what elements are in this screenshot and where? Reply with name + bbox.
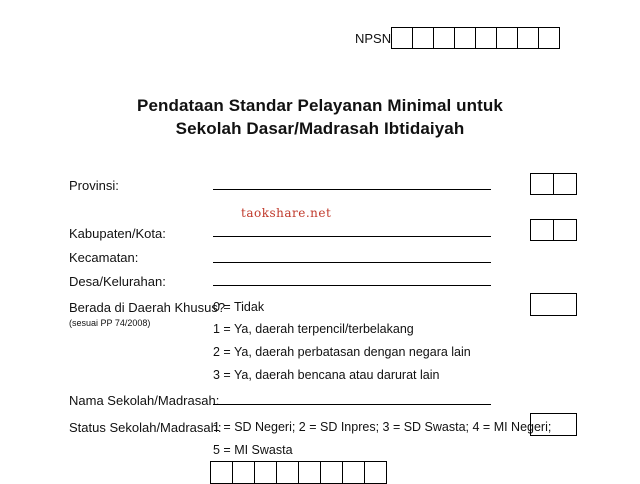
npsn-digit-box[interactable] xyxy=(391,27,413,49)
bottom-digit-box[interactable] xyxy=(232,461,255,484)
form-title-line-2: Sekolah Dasar/Madrasah Ibtidaiyah xyxy=(175,119,465,138)
provinsi-label: Provinsi: xyxy=(69,178,119,193)
bottom-digit-box[interactable] xyxy=(320,461,343,484)
status-sekolah-options-line-1: 1 = SD Negeri; 2 = SD Inpres; 3 = SD Swasta; 4 = MI Negeri; xyxy=(213,420,552,434)
npsn-digit-box[interactable] xyxy=(475,27,497,49)
npsn-digit-box[interactable] xyxy=(496,27,518,49)
provinsi-input-line[interactable] xyxy=(213,189,491,190)
npsn-digit-box[interactable] xyxy=(412,27,434,49)
watermark-text: taokshare.net xyxy=(241,206,332,220)
desa-input-line[interactable] xyxy=(213,285,491,286)
status-sekolah-code-box[interactable] xyxy=(530,413,577,436)
npsn-input-boxes[interactable] xyxy=(391,27,560,49)
desa-label: Desa/Kelurahan: xyxy=(69,274,166,289)
daerah-khusus-code-box[interactable] xyxy=(530,293,577,316)
provinsi-code-boxes[interactable] xyxy=(530,173,577,195)
kabupaten-code-box[interactable] xyxy=(530,219,554,241)
nama-sekolah-label: Nama Sekolah/Madrasah: xyxy=(69,393,220,408)
bottom-digit-box[interactable] xyxy=(298,461,321,484)
bottom-digit-box[interactable] xyxy=(210,461,233,484)
daerah-khusus-option: 0 = Tidak xyxy=(213,300,265,314)
daerah-khusus-option: 1 = Ya, daerah terpencil/terbelakang xyxy=(213,322,414,336)
kabupaten-input-line[interactable] xyxy=(213,236,491,237)
nama-sekolah-input-line[interactable] xyxy=(213,404,491,405)
status-sekolah-options-line-2: 5 = MI Swasta xyxy=(213,443,293,457)
kecamatan-input-line[interactable] xyxy=(213,262,491,263)
daerah-khusus-option: 2 = Ya, daerah perbatasan dengan negara lain xyxy=(213,345,471,359)
bottom-digit-box[interactable] xyxy=(276,461,299,484)
npsn-digit-box[interactable] xyxy=(517,27,539,49)
status-sekolah-label: Status Sekolah/Madrasah: xyxy=(69,420,222,435)
form-title-line-1: Pendataan Standar Pelayanan Minimal untuk xyxy=(137,96,503,115)
npsn-label: NPSN xyxy=(355,31,392,46)
kabupaten-label: Kabupaten/Kota: xyxy=(69,226,166,241)
kabupaten-code-box[interactable] xyxy=(553,219,577,241)
daerah-khusus-label: Berada di Daerah Khusus? xyxy=(69,300,226,315)
npsn-digit-box[interactable] xyxy=(454,27,476,49)
npsn-digit-box[interactable] xyxy=(433,27,455,49)
provinsi-code-box[interactable] xyxy=(553,173,577,195)
bottom-digit-box[interactable] xyxy=(342,461,365,484)
kecamatan-label: Kecamatan: xyxy=(69,250,139,265)
provinsi-code-box[interactable] xyxy=(530,173,554,195)
bottom-digit-box[interactable] xyxy=(254,461,277,484)
bottom-cut-boxes[interactable] xyxy=(210,461,387,484)
npsn-digit-box[interactable] xyxy=(538,27,560,49)
daerah-khusus-note: (sesuai PP 74/2008) xyxy=(69,318,151,328)
kabupaten-code-boxes[interactable] xyxy=(530,219,577,241)
bottom-digit-box[interactable] xyxy=(364,461,387,484)
daerah-khusus-option: 3 = Ya, daerah bencana atau darurat lain xyxy=(213,368,440,382)
